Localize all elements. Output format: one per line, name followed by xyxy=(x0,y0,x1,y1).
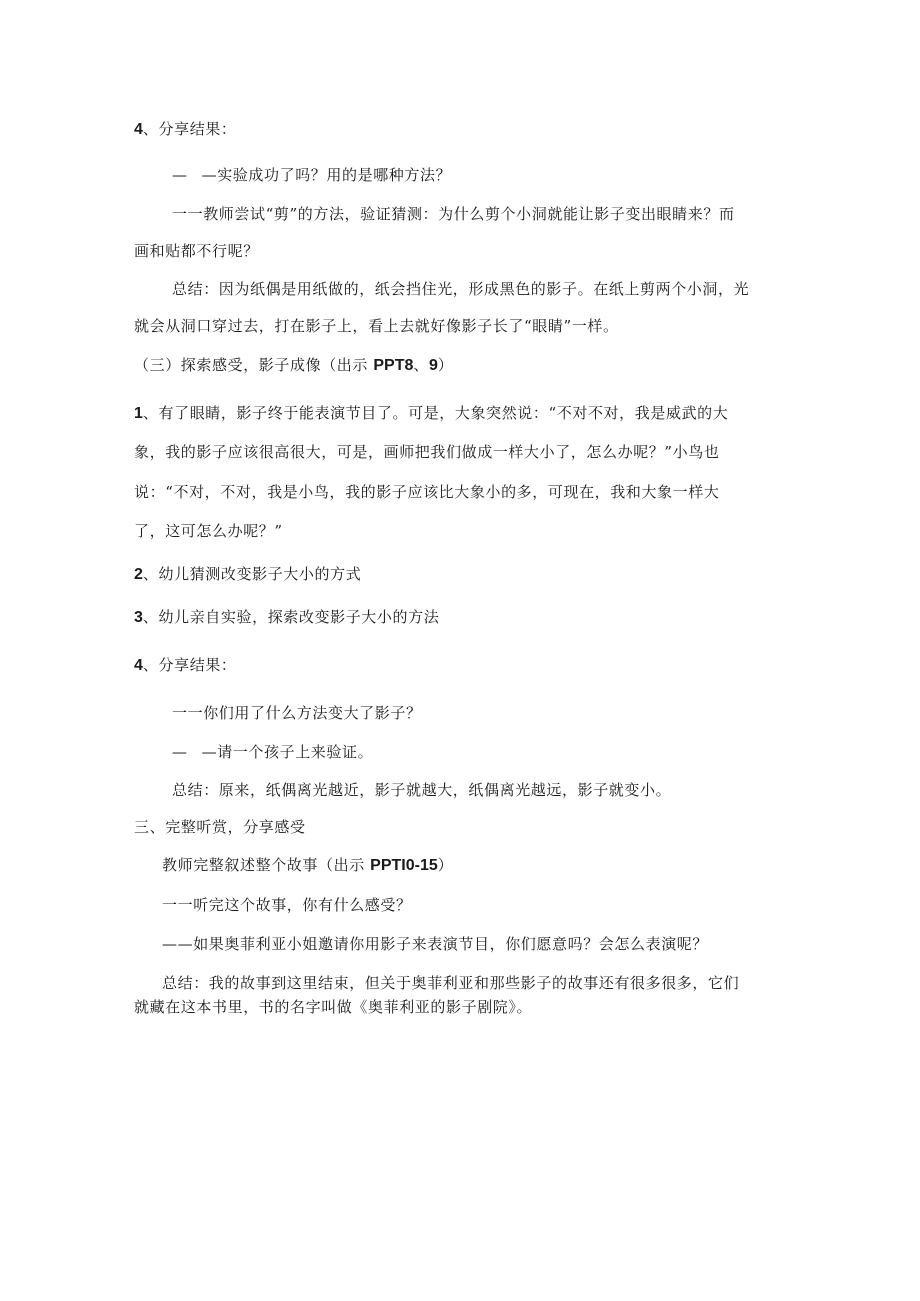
question-line xyxy=(172,742,373,762)
teacher-line xyxy=(172,204,735,224)
item-text: 、分享结果： xyxy=(142,120,237,138)
item-number: 1 xyxy=(134,405,143,422)
summary-text-cont: 就藏在这本书里，书的名字叫做《奥菲利亚的影子剧院》。 xyxy=(134,998,533,1016)
teacher-text: 一一教师尝试“剪”的方法，验证猜测：为什么剪个小洞就能让影子变出眼睛来？而 xyxy=(172,205,735,223)
item-text-cont: 说：“不对，不对，我是小鸟，我的影子应该比大象小的多，可现在，我和大象一样大 xyxy=(134,483,720,501)
heading-text: 三、完整听赏，分享感受 xyxy=(134,818,306,836)
list-item-1-cont xyxy=(134,521,283,541)
question-line xyxy=(172,165,451,185)
question-line xyxy=(172,703,422,723)
teacher-line xyxy=(162,855,453,876)
list-item-4 xyxy=(134,655,237,676)
list-item-3 xyxy=(134,607,439,628)
question-text: 一一听完这个故事，你有什么感受？ xyxy=(162,896,412,914)
item-number: 4 xyxy=(134,657,143,674)
section-heading xyxy=(134,817,306,837)
summary-line xyxy=(162,973,739,993)
question-text: —请一个孩子上来验证。 xyxy=(201,743,374,761)
teacher-text: 教师完整叙述整个故事（出示 xyxy=(162,856,371,874)
question-text: ——如果奥菲利亚小姐邀请你用影子来表演节目，你们愿意吗？会怎么表演呢？ xyxy=(162,935,709,953)
dash: — xyxy=(172,166,188,184)
item-text: 、分享结果： xyxy=(142,656,237,674)
summary-line xyxy=(172,780,671,800)
section-heading xyxy=(134,355,454,376)
ppt-num: 9 xyxy=(429,357,438,374)
question-line xyxy=(162,934,708,954)
item-text: 、幼儿猜测改变影子大小的方式 xyxy=(142,565,362,583)
item-number: 3 xyxy=(134,609,143,626)
list-item-1-cont xyxy=(134,482,719,502)
question-text: —实验成功了吗？用的是哪种方法？ xyxy=(201,166,452,184)
summary-text: 总结：我的故事到这里结束，但关于奥菲利亚和那些影子的故事还有很多很多，它们 xyxy=(162,974,740,992)
summary-line xyxy=(172,279,749,299)
teacher-close: ） xyxy=(437,856,454,874)
item-text: 、有了眼睛，影子终于能表演节目了。可是，大象突然说：“不对不对，我是威武的大 xyxy=(142,404,729,422)
heading-close: ） xyxy=(437,356,454,374)
list-item-2 xyxy=(134,564,361,585)
ppt-ref: PPTI0-15 xyxy=(370,857,438,874)
teacher-text-cont: 画和贴都不行呢？ xyxy=(134,242,259,260)
item-number: 4 xyxy=(134,121,143,138)
heading-sep: 、 xyxy=(413,356,429,374)
list-item-1 xyxy=(134,403,728,424)
item-text-cont: 了，这可怎么办呢？” xyxy=(134,522,283,540)
summary-text: 总结：因为纸偶是用纸做的，纸会挡住光，形成黑色的影子。在纸上剪两个小洞，光 xyxy=(172,280,750,298)
heading-text: （三）探索感受，影子成像（出示 xyxy=(134,356,374,374)
ppt-ref: PPT8 xyxy=(373,357,414,374)
item-text: 、幼儿亲自实验，探索改变影子大小的方法 xyxy=(142,608,440,626)
teacher-line-cont xyxy=(134,241,259,261)
summary-line-cont xyxy=(134,316,619,336)
question-line xyxy=(162,895,412,915)
item-number: 2 xyxy=(134,566,143,583)
item-text-cont: 象，我的影子应该很高很大，可是，画师把我们做成一样大小了，怎么办呢？”小鸟也 xyxy=(134,443,720,461)
dash: — xyxy=(172,743,188,761)
summary-line-cont xyxy=(134,997,532,1017)
share-results-heading xyxy=(134,119,237,140)
summary-text: 总结：原来，纸偶离光越近，影子就越大，纸偶离光越远，影子就变小。 xyxy=(172,781,672,799)
list-item-1-cont xyxy=(134,442,719,462)
summary-text-cont: 就会从洞口穿过去，打在影子上，看上去就好像影子长了“眼睛”一样。 xyxy=(134,317,619,335)
question-text: 一一你们用了什么方法变大了影子？ xyxy=(172,704,422,722)
